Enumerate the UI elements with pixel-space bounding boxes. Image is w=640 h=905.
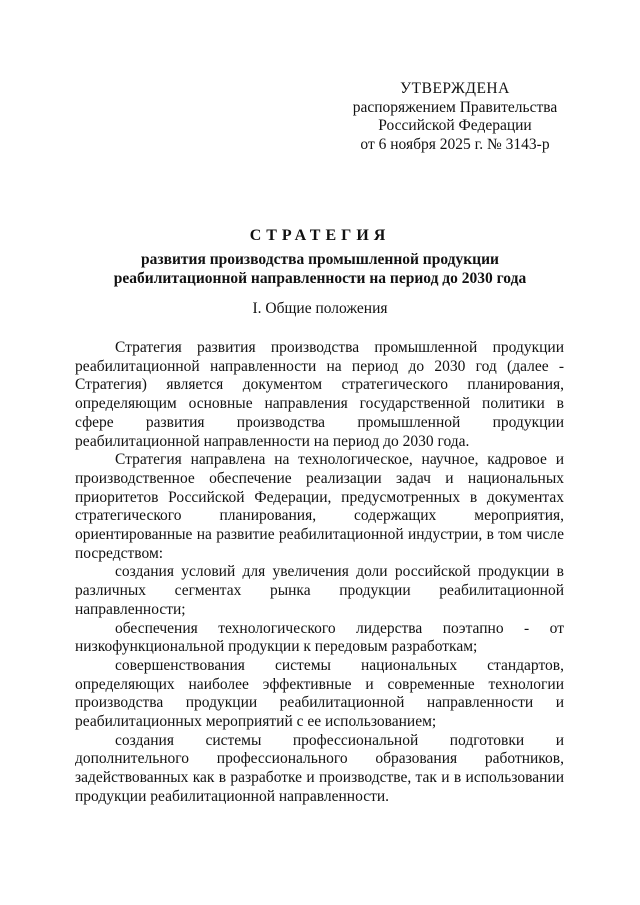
approval-line-1: распоряжением Правительства [352, 98, 558, 116]
document-title: СТРАТЕГИЯ [249, 227, 391, 244]
approval-line-2: Российской Федерации [378, 117, 532, 134]
list-item-training: создания системы профессиональной подготовки и дополнительного профессионального образования работников, задействованных как в разработке и производстве, так и в использовании продукции реабилитационной направленности. [75, 731, 564, 805]
list-item-tech-leadership: обеспечения технологического лидерства поэтапно - от низкофункциональной продукции к передовым разработкам; [75, 619, 564, 656]
paragraph-intro: Стратегия развития производства промышленной продукции реабилитационной направленности на период до 2030 год (далее - Стратегия) является документом стратегического планирования, определяющим основные направления государственной политики в сфере развития производства промышленной продукции реабилитационной направленности на период до 2030 года. [75, 339, 564, 450]
section-heading: I. Общие положения [252, 300, 388, 317]
subtitle-line-1: развития производства промышленной продукции [141, 251, 499, 268]
approval-block [340, 80, 570, 154]
document-body [75, 339, 564, 807]
paragraph-purpose: Стратегия направлена на технологическое, научное, кадровое и производственное обеспечение реализации задач и национальных приоритетов Российской Федерации, предусмотренных в документах стратегического планирования, содержащих мероприятия, ориентированные на развитие реабилитационной индустрии, в том числе посредством: [75, 451, 564, 562]
approval-line-3: от 6 ноября 2025 г. № 3143-р [360, 135, 550, 153]
subtitle-line-2: реабилитационной направленности на период до 2030 года [113, 270, 527, 287]
approval-stamp: УТВЕРЖДЕНА [400, 80, 510, 97]
list-item-standards: совершенствования системы национальных стандартов, определяющих наиболее эффективные и современные технологии производства продукции реабилитационной направленности и реабилитационных мероприятий с ее использованием; [75, 656, 564, 731]
document-subtitle [80, 250, 560, 288]
list-item-domestic-share: создания условий для увеличения доли российской продукции в различных сегментах рынка продукции реабилитационной направленности; [75, 563, 564, 618]
